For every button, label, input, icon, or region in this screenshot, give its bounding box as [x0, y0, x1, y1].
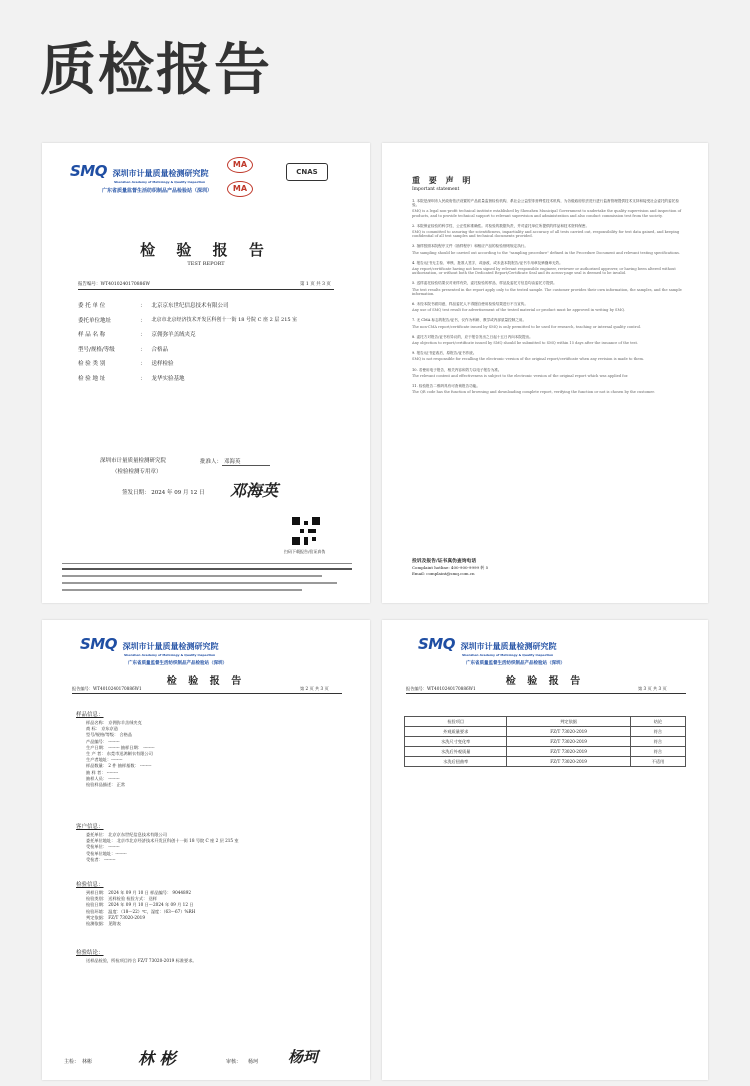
reviewer-signature: 杨珂 — [288, 1048, 319, 1066]
field-model: 型号/规格/等级 ： 合格品 — [78, 346, 169, 353]
qr-caption: 扫码下载报告/验证真伪 — [284, 549, 326, 554]
field-client: 委 托 单 位 ： 北京京东世纪信息技术有限公司 — [78, 303, 229, 309]
important-statement-page — [382, 143, 708, 603]
chief-name: 林彬 — [82, 1059, 93, 1065]
field-category: 检 验 类 别 ： 送样检验 — [78, 361, 174, 367]
report-page-3 — [382, 620, 708, 1080]
complaint-hotline: Complaint hotline: 400-900-9999 转 5 — [412, 565, 489, 570]
chief-signature: 林 彬 — [138, 1049, 176, 1068]
contact-title: 投诉及报告/证书真伪查询电话 — [412, 558, 477, 564]
page-heading: 质检报告 — [40, 38, 272, 103]
statement-items: 1. 本院是深圳市人民政府依法设置的产品质量监督检验机构，系社会公益型非营利性技术机构，为各级政府依法进行进行监督管理提供技术支持和接受社会委托的委托检验。 SMQ is a legal non-profit technical institute established by Shenzhen Municipal Government to undertake the quality supervision and inspection of products, and to provide technical support to relevant supervision and administration and also conduct commission test from the society. 2. 本院保证检验的科学性、公正性和准确性。对检验的数据负责，并对委托单位所提供的样品和技术资料保密。 SMQ is committed to assuring the scientificness, impartiality and accuracy of all tests carried out, responsibility for test data gained, and keeping confidential of all test samples and technical documents provided. 3. 抽样按照本院程序文件（抽样程序）和相应产品的检验细则规定执行。 The sampling should be carried out according to the "sampling procedure" defined in the Procedure Document and relevant testing specifications. 4. 报告/证书无主检、审核、批准人签字，或涂改、或未盖本院报告/证书专用章及骑缝章无效。 Any report/certificate having not been signed by relevant responsible engineer, reviewer or authorized approver, or having been altered without authorization, or without both the Dedicated Report/Certificate Seal and its across-page seal is deemed to be invalid. 5. 送样委托检验结果仅对来样有效，委托检验的样品、样品及委托方信息均由委托方提供。 The test results presented in the report apply only to the tested sample. The customer provides their own information, the samples, and the sample information. 6. 未经本院书面同意，样品委托人不得擅自使用检验结果进行不当宣传。 Any use of SMQ test result for advertisement of the tested material or product must be approved in writing by SMQ. 7. 无 CMA 标志的报告/证书，仅作为科研、教学或内部质量控制之用。 The non-CMA report/certificate issued by SMQ is only permitted to be used for research, teaching or internal quality control. 8. 委托方对报告/证书有异议的，应于报告发出之日起十五日内向本院提出。 Any objection to report/certificate issued by SMQ should be submitted to SMQ within 15 days after the issuance of the test. 9. 报告/证书更改后，原报告/证书作废。 SMQ is not responsible for recalling the electronic version of the original report/certificate when any revision is made to them. 10. 若使用电子报告，相关内容和效力以电子报告为准。 The relevant content and effectiveness is subject to the electronic version of the original report which was applied for. 11. 检验报告二维码具有可查询报告功能。 The QR code has the function of browsing and downloading complete report, verifying the function or not is chosen by the customer. — [412, 199, 682, 395]
report-title: 检 验 报 告 — [505, 676, 585, 687]
complaint-email: Email: complaint@smq.com.cn — [412, 571, 475, 576]
report-number: 报告编号：WT4010240170886W — [78, 282, 150, 287]
center-name: 广东省质量监督生活纺织制品产品检验站（深圳） — [466, 661, 565, 666]
lab-seal-note: （检验检测专用章） — [112, 469, 162, 475]
table-row: 外观质量要求 FZ/T 73020-2019 符合 — [405, 727, 686, 737]
client-section-title: 客户信息： — [76, 824, 104, 830]
center-name: 广东省质量监督生活纺织制品产品检验站（深圳） — [102, 188, 213, 194]
test-section-title: 检验信息： — [76, 882, 104, 888]
center-name: 广东省质量监督生活纺织制品产品检验站（深圳） — [128, 661, 227, 666]
lab-name: 深圳市计量质量检测研究院 — [100, 458, 167, 464]
qr-code-icon[interactable] — [292, 517, 320, 545]
report-title: 检 验 报 告 — [140, 241, 272, 259]
field-location: 检 验 地 址 ： 龙华实验基地 — [78, 375, 185, 382]
table-row: 水洗尺寸变化率 FZ/T 73020-2019 符合 — [405, 737, 686, 747]
sample-section-title: 样品信息： — [76, 712, 104, 718]
sample-info: 样品名称： 京佣弥羊羔绒夹克 商 标： 京东京造 型号/规格/等级： 合格品 产品编号： -------- 生产日期： -------- 抽样日期： -------- 生 产 者： 东莞市迅鸿制衣有限公司 生产者地址：-------- 样品数量： 2 件 抽样基数： -------- 抽 样 者： -------- 抽样人员： -------- 检验样品描述： 正常 — [86, 720, 155, 788]
report-number: 报告编号：WT4010240170886W1 — [406, 686, 476, 691]
conclusion-text: 送样品检验，所检项目符合 FZ/T 73020-2019 标准要求。 — [86, 958, 197, 963]
cma-stamp-icon: MA — [227, 157, 253, 173]
approver-signature: 邓海英 — [230, 481, 279, 500]
client-info: 委托单位： 北京京东世纪信息技术有限公司 委托单位地址： 北京市北京经济技术开发区科创十一街 18 号院 C 座 2 层 215 室 受检单位： -------- 受检单位地址：-------- 受检者： -------- — [86, 832, 239, 862]
field-client-address: 委托单位地址 ： 北京市北京经济技术开发区科创十一街 18 号院 C 座 2 层 215 室 — [78, 316, 298, 324]
table-row: 水洗后外观质量 FZ/T 73020-2019 符合 — [405, 747, 686, 757]
reviewer-name: 杨珂 — [248, 1059, 259, 1065]
page-indicator: 第 3 页 共 3 页 — [638, 686, 667, 691]
approver-label: 批准人： — [200, 459, 223, 465]
approver-name: 邓海英 — [224, 459, 241, 465]
table-header: 检验项目 — [405, 717, 507, 727]
report-page-2 — [42, 620, 370, 1080]
cma-stamp-icon-2: MA — [227, 181, 253, 197]
statement-subtitle: Important statement — [412, 187, 460, 192]
field-sample-name: 样 品 名 称 ： 京佣弥羊羔绒夹克 — [78, 332, 196, 338]
smq-logo: SMQ 深圳市计量质量检测研究院 Shenzhen Academy of Metrology & Quality Inspection — [80, 635, 219, 657]
statement-title: 重 要 声 明 — [412, 175, 474, 185]
conclusion-section-title: 检验结论： — [76, 950, 104, 956]
table-row: 水洗后扭曲率 FZ/T 73020-2019 不适用 — [405, 757, 686, 767]
smq-logo: SMQ 深圳市计量质量检测研究院 Shenzhen Academy of Metrology & Quality Inspection — [418, 635, 557, 657]
cnas-logo-icon: CNAS — [286, 163, 328, 181]
report-cover-page — [42, 143, 370, 603]
cover-fields — [78, 301, 297, 382]
page-indicator: 第 2 页 共 3 页 — [300, 686, 329, 691]
chief-label: 主检： — [64, 1059, 80, 1065]
table-header: 判定依据 — [507, 717, 630, 727]
table-header: 结论 — [630, 717, 685, 727]
report-title: 检 验 报 告 — [166, 676, 246, 687]
page-indicator: 第 1 页 共 3 页 — [300, 282, 331, 287]
report-subtitle: TEST REPORT — [187, 261, 225, 267]
smq-logo: SMQ 深圳市计量质量检测研究院 Shenzhen Academy of Metrology & Quality Inspection — [70, 162, 209, 184]
reviewer-label: 审核： — [226, 1059, 242, 1065]
report-number: 报告编号：WT4010240170886W1 — [72, 686, 142, 691]
test-info: 到样日期： 2024 年 09 月 10 日 样品编号： 9044892 检验类别： 送样检验 检验方式： 送样 检验日期： 2024 年 09 月 10 日～2024 年 09 月 12 日 检验环境： 温度：（18～22）℃，湿度：（63～67）%RH 判定依据： FZ/T 73020-2019 检测依据： 见附表 — [86, 890, 196, 927]
divider — [78, 289, 334, 290]
issue-date: 签发日期： 2024 年 09 月 12 日 — [122, 490, 205, 496]
results-table — [404, 716, 686, 767]
